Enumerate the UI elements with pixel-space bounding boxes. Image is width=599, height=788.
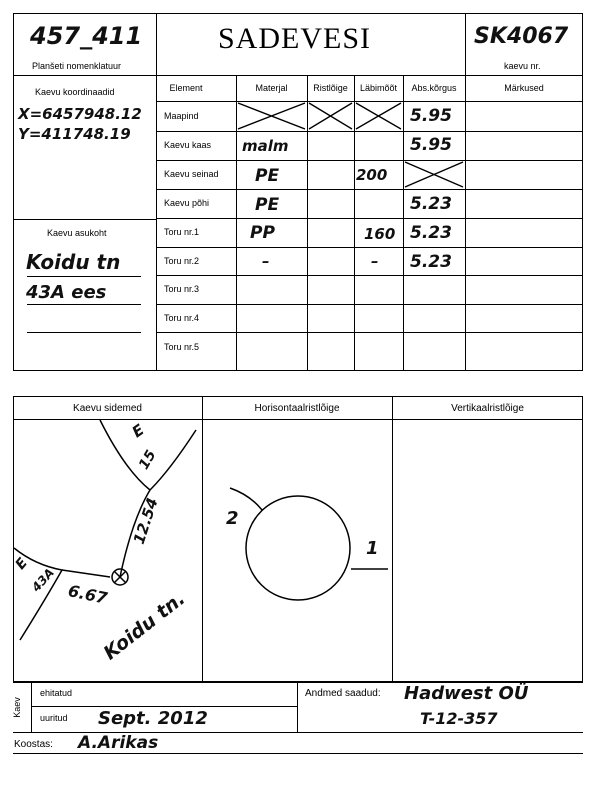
table-header-remarks: Märkused — [504, 83, 544, 93]
label-e-top: E — [128, 420, 148, 442]
table-header-element: Element — [169, 83, 203, 93]
label-distance-1254: 12.54 — [129, 495, 162, 547]
built-label: ehitatud — [40, 688, 73, 698]
material-lid: malm — [242, 137, 289, 155]
label-pipe-1: 1 — [366, 538, 379, 559]
label-street: Koidu tn. — [99, 587, 190, 665]
label-distance-667: 6.67 — [66, 581, 110, 608]
coordinate-y: Y=411748.19 — [18, 125, 131, 143]
height-pipe-2: 5.23 — [410, 252, 452, 272]
table-header-material: Materjal — [255, 83, 288, 93]
data-source-label: Andmed saadud: — [305, 688, 381, 699]
row-label-walls: Kaevu seinad — [164, 169, 219, 179]
coordinate-x: X=6457948.12 — [18, 105, 142, 123]
footer-koostas-line-bottom — [13, 753, 583, 754]
table-header-cross-section: Ristlõige — [313, 83, 348, 93]
row-label-lid: Kaevu kaas — [164, 140, 212, 150]
coordinates-heading: Kaevu koordinaadid — [35, 87, 115, 97]
footer-mid-divider — [297, 682, 298, 732]
label-distance-15: 15 — [135, 447, 160, 473]
well-number-value: SK4067 — [474, 24, 569, 49]
diameter-walls: 200 — [356, 166, 388, 184]
well-number-label: kaevu nr. — [504, 61, 541, 71]
location-line-2: 43A ees — [26, 282, 107, 303]
diameter-pipe-1: 160 — [364, 225, 396, 243]
sketch-title-vertical: Vertikaalristlõige — [451, 403, 524, 414]
surveyed-label: uuritud — [40, 713, 68, 723]
table-header-diameter: Läbimõõt — [359, 83, 398, 93]
row-label-pipe-3: Toru nr.3 — [164, 284, 200, 294]
nomenclature-label: Planšeti nomenklatuur — [32, 61, 122, 71]
sketch-title-connections: Kaevu sidemed — [73, 403, 142, 414]
sketch-title-horizontal: Horisontaalristlõige — [254, 403, 340, 414]
row-label-pipe-2: Toru nr.2 — [164, 256, 200, 266]
row-label-bottom: Kaevu põhi — [164, 198, 210, 208]
tie-line-left — [62, 570, 110, 577]
diameter-pipe-2: – — [371, 252, 379, 270]
label-e-left: E — [12, 555, 31, 573]
kaev-label: Kaev — [11, 697, 22, 718]
height-pipe-1: 5.23 — [410, 223, 452, 243]
pipe-2-line — [230, 488, 262, 510]
compiled-by-label: Koostas: — [14, 739, 53, 750]
material-bottom: PE — [255, 195, 280, 215]
data-source-value-1: Hadwest OÜ — [404, 683, 529, 704]
material-walls: PE — [255, 166, 280, 186]
table-header-abs-height: Abs.kõrgus — [411, 83, 457, 93]
nomenclature-value: 457_411 — [30, 22, 143, 50]
location-heading: Kaevu asukoht — [47, 228, 107, 238]
label-pipe-2: 2 — [226, 508, 239, 529]
row-label-ground: Maapind — [164, 111, 199, 121]
footer-kaev-divider — [31, 682, 32, 732]
material-pipe-2: – — [262, 252, 270, 270]
footer-row-line — [31, 706, 297, 707]
row-label-pipe-4: Toru nr.4 — [164, 313, 200, 323]
height-lid: 5.95 — [410, 135, 452, 155]
well-symbol-cross — [114, 571, 126, 583]
page-title: SADEVESI — [218, 22, 372, 55]
horizontal-section-circle — [246, 496, 350, 600]
data-source-value-2: T-12-357 — [420, 709, 498, 728]
compiled-by-value: A.Arikas — [78, 733, 159, 753]
row-label-pipe-1: Toru nr.1 — [164, 227, 200, 237]
label-43a: 43A — [29, 565, 57, 595]
material-pipe-1: PP — [250, 223, 275, 243]
location-line-1: Koidu tn — [26, 250, 121, 274]
height-ground: 5.95 — [410, 106, 452, 126]
row-label-pipe-5: Toru nr.5 — [164, 342, 200, 352]
height-bottom: 5.23 — [410, 194, 452, 214]
surveyed-value: Sept. 2012 — [98, 708, 208, 729]
